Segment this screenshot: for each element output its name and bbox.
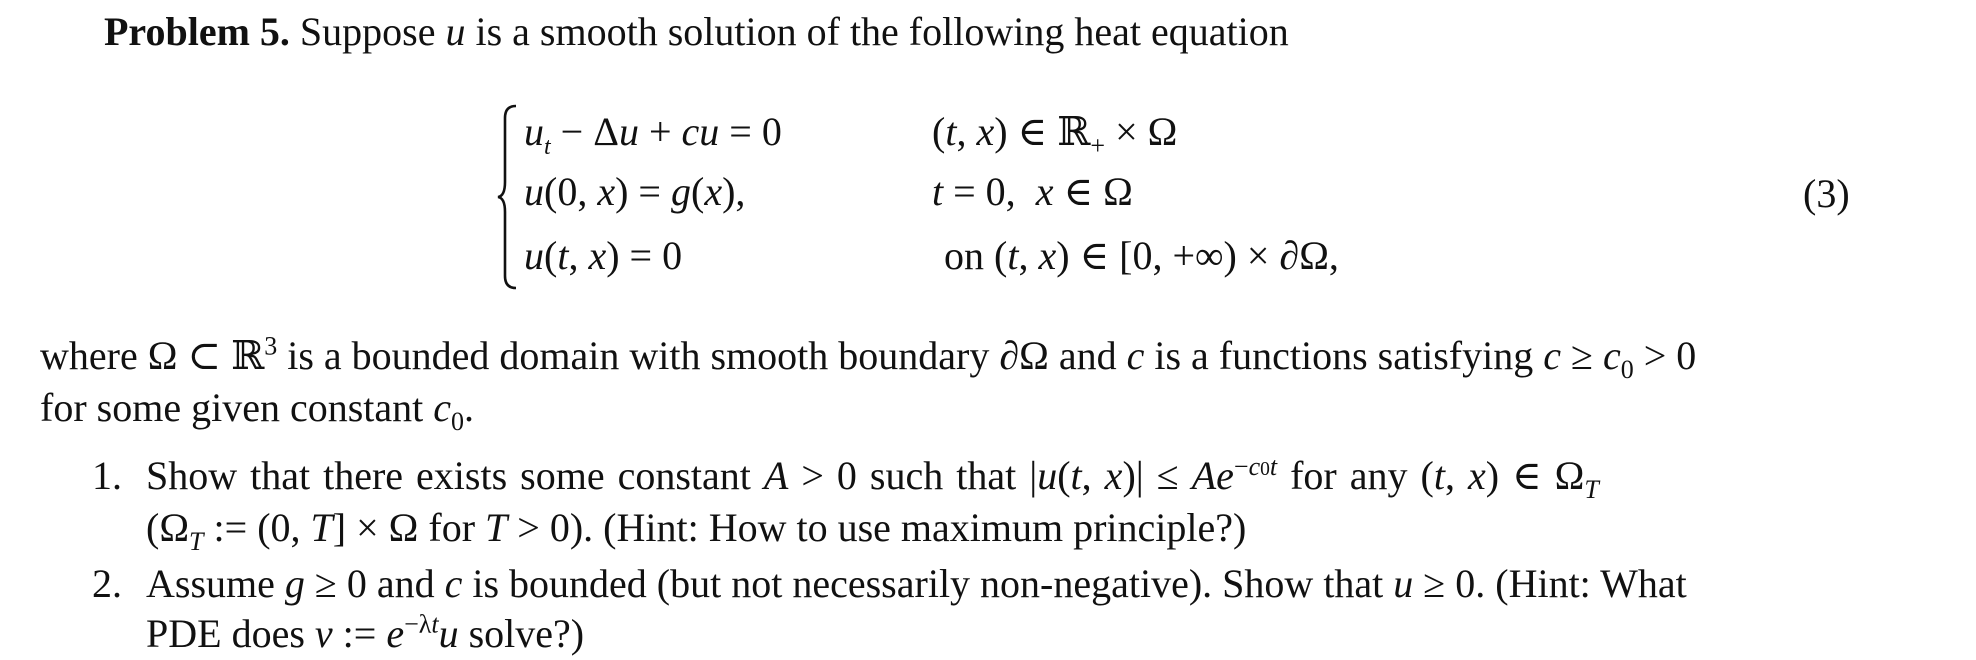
- item-2-line-2: PDE does v := $e^{-\lambda t}u$ solve?): [146, 609, 585, 656]
- problem-intro: Suppose u is a smooth solution of the following heat equation: [299, 9, 1289, 54]
- where-line-1: where Ω ⊂ ℝ$^3$ is a bounded domain with smooth boundary ∂Ω and c is a functions satisfying $c \ge c_0 > 0$: [40, 331, 1697, 384]
- item-1-line-2: ($\Omega_T$ := (0, T] × Ω for T > 0). (Hint: How to use maximum principle?): [146, 505, 1247, 556]
- equation-row-2-right: t = 0, x ∈ Ω: [932, 169, 1133, 214]
- where-line-2: for some given constant $c_0$.: [40, 385, 475, 436]
- item-2-line-1: Assume g ≥ 0 and c is bounded (but not necessarily non-negative). Show that u ≥ 0. (Hint: What: [146, 561, 1687, 606]
- item-1-number: 1.: [92, 453, 122, 498]
- equation-number: (3): [1803, 171, 1850, 216]
- problem-label: Problem 5.: [104, 9, 290, 54]
- equation-row-3-right: on (t, x) ∈ [0, +∞) × ∂Ω,: [944, 233, 1339, 278]
- system-brace: [496, 104, 518, 290]
- equation-row-2-left: u(0, x) = g(x),: [524, 169, 746, 214]
- equation-row-1-right: (t, x) ∈ ℝ$_+$ × Ω: [932, 109, 1178, 160]
- equation-row-3-left: u(t, x) = 0: [524, 233, 683, 278]
- item-1-line-1: Show that there exists some constant A > 0 such that |u(t, $x)| \le Ae^{-c0t}$ for any (t, x) ∈ $\Omega_T$: [146, 451, 1599, 504]
- problem-heading: [104, 8, 1289, 56]
- equation-row-1-left: $u_t - \Delta u$ + cu = 0: [524, 109, 782, 160]
- item-2-number: 2.: [92, 561, 122, 606]
